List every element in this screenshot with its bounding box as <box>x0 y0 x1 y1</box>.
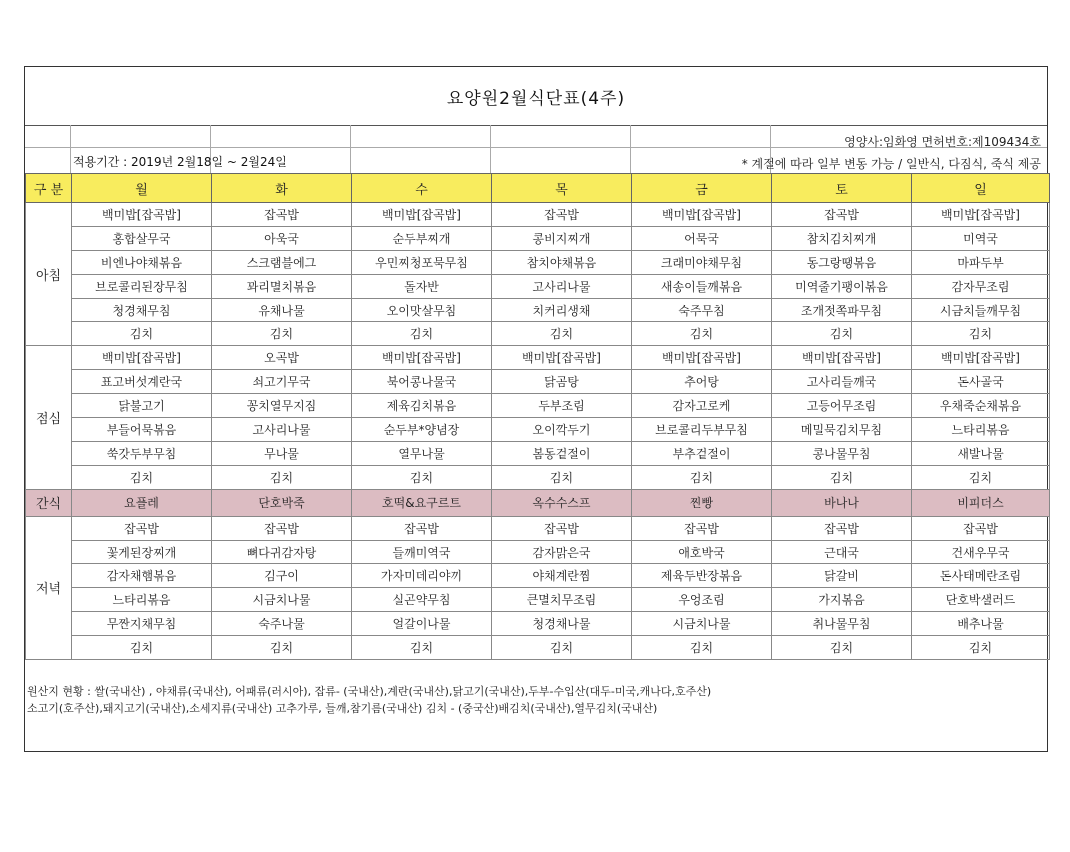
menu-cell: 잡곡밥 <box>772 516 912 540</box>
menu-cell: 백미밥[잡곡밥] <box>72 203 212 227</box>
menu-row <box>26 441 1050 465</box>
menu-cell: 꽈리멸치볶음 <box>212 274 352 298</box>
menu-cell: 브로콜리두부무침 <box>632 418 772 442</box>
menu-cell: 크래미야채무침 <box>632 250 772 274</box>
menu-cell: 근대국 <box>772 540 912 564</box>
menu-cell: 제육김치볶음 <box>352 394 492 418</box>
menu-cell: 감자채햄볶음 <box>72 564 212 588</box>
menu-cell: 김치 <box>632 636 772 660</box>
menu-cell: 오곡밥 <box>212 346 352 370</box>
notice-text: * 계절에 따라 일부 변동 가능 / 일반식, 다짐식, 죽식 제공 <box>741 157 1041 171</box>
menu-cell: 동그랑땡볶음 <box>772 250 912 274</box>
page-title: 요양원2월식단표(4주) <box>25 67 1047 126</box>
menu-cell: 백미밥[잡곡밥] <box>352 346 492 370</box>
menu-table <box>25 173 1050 660</box>
menu-cell: 숙주나물 <box>212 612 352 636</box>
menu-cell: 고사리나물 <box>212 418 352 442</box>
menu-row <box>26 370 1050 394</box>
menu-cell: 백미밥[잡곡밥] <box>632 346 772 370</box>
menu-cell: 미역국 <box>912 226 1050 250</box>
menu-sheet <box>24 66 1048 752</box>
menu-cell: 새발나물 <box>912 441 1050 465</box>
menu-cell: 단호박죽 <box>212 489 352 516</box>
menu-cell: 찐빵 <box>632 489 772 516</box>
header-row <box>26 174 1050 203</box>
menu-cell: 잡곡밥 <box>912 516 1050 540</box>
menu-cell: 홍합살무국 <box>72 226 212 250</box>
menu-cell: 참치야채볶음 <box>492 250 632 274</box>
menu-cell: 쑥갓두부무침 <box>72 441 212 465</box>
menu-cell: 김치 <box>772 465 912 489</box>
menu-cell: 김치 <box>212 465 352 489</box>
menu-cell: 백미밥[잡곡밥] <box>912 346 1050 370</box>
dinner-section <box>26 516 1050 659</box>
menu-cell: 김치 <box>352 465 492 489</box>
day-header: 일 <box>912 174 1050 203</box>
menu-cell: 백미밥[잡곡밥] <box>492 346 632 370</box>
day-header: 화 <box>212 174 352 203</box>
menu-cell: 김치 <box>772 636 912 660</box>
menu-row <box>26 274 1050 298</box>
menu-cell: 시금치들깨무침 <box>912 298 1050 322</box>
menu-cell: 유채나물 <box>212 298 352 322</box>
menu-cell: 부추겉절이 <box>632 441 772 465</box>
menu-cell: 백미밥[잡곡밥] <box>632 203 772 227</box>
menu-cell: 잡곡밥 <box>632 516 772 540</box>
menu-cell: 들깨미역국 <box>352 540 492 564</box>
menu-cell: 치커리생채 <box>492 298 632 322</box>
menu-cell: 무짠지채무침 <box>72 612 212 636</box>
day-header: 월 <box>72 174 212 203</box>
menu-cell: 야채계란찜 <box>492 564 632 588</box>
menu-cell: 김치 <box>912 322 1050 346</box>
menu-cell: 스크램블에그 <box>212 250 352 274</box>
menu-cell: 감자무조림 <box>912 274 1050 298</box>
menu-cell: 우채죽순채볶음 <box>912 394 1050 418</box>
menu-cell: 배추나물 <box>912 612 1050 636</box>
meal-label-breakfast: 아침 <box>26 203 72 346</box>
menu-cell: 꽁치열무지짐 <box>212 394 352 418</box>
menu-cell: 고사리나물 <box>492 274 632 298</box>
menu-cell: 큰멸치무조림 <box>492 588 632 612</box>
menu-cell: 청경채무침 <box>72 298 212 322</box>
day-header: 목 <box>492 174 632 203</box>
menu-cell: 뼈다귀감자탕 <box>212 540 352 564</box>
menu-cell: 제육두반장볶음 <box>632 564 772 588</box>
menu-row <box>26 418 1050 442</box>
menu-cell: 순두부*양념장 <box>352 418 492 442</box>
menu-cell: 아욱국 <box>212 226 352 250</box>
menu-row <box>26 322 1050 346</box>
menu-cell: 취나물무침 <box>772 612 912 636</box>
menu-cell: 잡곡밥 <box>212 516 352 540</box>
menu-row <box>26 250 1050 274</box>
menu-cell: 잡곡밥 <box>72 516 212 540</box>
day-header: 금 <box>632 174 772 203</box>
menu-cell: 김치 <box>352 636 492 660</box>
menu-row <box>26 465 1050 489</box>
menu-cell: 백미밥[잡곡밥] <box>772 346 912 370</box>
menu-cell: 잡곡밥 <box>212 203 352 227</box>
menu-cell: 고사리들깨국 <box>772 370 912 394</box>
menu-cell: 비엔나야채볶음 <box>72 250 212 274</box>
menu-cell: 콩비지찌개 <box>492 226 632 250</box>
menu-cell: 실곤약무침 <box>352 588 492 612</box>
menu-cell: 옥수수스프 <box>492 489 632 516</box>
menu-cell: 새송이들깨볶음 <box>632 274 772 298</box>
menu-cell: 봄동겉절이 <box>492 441 632 465</box>
menu-row <box>26 226 1050 250</box>
menu-cell: 잡곡밥 <box>772 203 912 227</box>
menu-row <box>26 346 1050 370</box>
menu-cell: 닭불고기 <box>72 394 212 418</box>
menu-cell: 숙주무침 <box>632 298 772 322</box>
menu-cell: 시금치나물 <box>212 588 352 612</box>
menu-cell: 오이깍두기 <box>492 418 632 442</box>
menu-row <box>26 612 1050 636</box>
menu-cell: 열무나물 <box>352 441 492 465</box>
day-header: 수 <box>352 174 492 203</box>
dietitian-info: 영양사:임화영 면허번호:제109434호 <box>844 135 1041 149</box>
menu-cell: 돈사골국 <box>912 370 1050 394</box>
menu-cell: 김구이 <box>212 564 352 588</box>
menu-cell: 김치 <box>492 636 632 660</box>
menu-cell: 순두부찌개 <box>352 226 492 250</box>
menu-cell: 브로콜리된장무침 <box>72 274 212 298</box>
menu-cell: 추어탕 <box>632 370 772 394</box>
menu-cell: 참치김치찌개 <box>772 226 912 250</box>
menu-cell: 잡곡밥 <box>492 516 632 540</box>
menu-cell: 김치 <box>772 322 912 346</box>
menu-cell: 가지볶음 <box>772 588 912 612</box>
menu-cell: 우민찌청포묵무침 <box>352 250 492 274</box>
menu-cell: 꽃게된장찌개 <box>72 540 212 564</box>
meal-label-dinner: 저녁 <box>26 516 72 659</box>
menu-cell: 얼갈이나물 <box>352 612 492 636</box>
period-text: 적용기간 : 2019년 2월18일 ~ 2월24일 <box>73 155 287 169</box>
menu-cell: 비피더스 <box>912 489 1050 516</box>
menu-cell: 백미밥[잡곡밥] <box>72 346 212 370</box>
menu-cell: 무나물 <box>212 441 352 465</box>
menu-cell: 애호박국 <box>632 540 772 564</box>
breakfast-section <box>26 203 1050 346</box>
menu-cell: 느타리볶음 <box>72 588 212 612</box>
menu-cell: 닭갈비 <box>772 564 912 588</box>
menu-cell: 김치 <box>72 465 212 489</box>
category-header: 구 분 <box>26 174 72 203</box>
menu-row <box>26 298 1050 322</box>
menu-cell: 요플레 <box>72 489 212 516</box>
menu-cell: 백미밥[잡곡밥] <box>912 203 1050 227</box>
menu-row <box>26 540 1050 564</box>
origin-line: 원산지 현황 : 쌀(국내산) , 야채류(국내산), 어패류(러시아), 잡류- (국내산),계란(국내산),닭고기(국내산),두부-수입산(대두-미국,캐나다,호주산) <box>27 685 712 698</box>
meal-label-snack: 간식 <box>26 489 72 516</box>
menu-cell: 메밀묵김치무침 <box>772 418 912 442</box>
menu-cell: 부들어묵볶음 <box>72 418 212 442</box>
snack-row <box>26 489 1050 516</box>
menu-cell: 김치 <box>632 322 772 346</box>
menu-cell: 돌자반 <box>352 274 492 298</box>
menu-row <box>26 203 1050 227</box>
menu-cell: 바나나 <box>772 489 912 516</box>
menu-cell: 김치 <box>212 636 352 660</box>
menu-cell: 김치 <box>912 636 1050 660</box>
origin-info <box>25 683 1049 717</box>
menu-cell: 김치 <box>72 636 212 660</box>
menu-cell: 두부조림 <box>492 394 632 418</box>
menu-row <box>26 588 1050 612</box>
day-header: 토 <box>772 174 912 203</box>
menu-cell: 고등어무조림 <box>772 394 912 418</box>
menu-cell: 백미밥[잡곡밥] <box>352 203 492 227</box>
menu-cell: 감자고로케 <box>632 394 772 418</box>
menu-cell: 김치 <box>492 465 632 489</box>
menu-row <box>26 394 1050 418</box>
menu-row <box>26 636 1050 660</box>
menu-cell: 김치 <box>212 322 352 346</box>
origin-line: 소고기(호주산),돼지고기(국내산),소세지류(국내산) 고추가루, 들깨,참기름(국내산) 김치 - (중국산)배김치(국내산),열무김치(국내산) <box>27 702 658 715</box>
menu-row <box>26 564 1050 588</box>
menu-cell: 미역줄기팽이볶음 <box>772 274 912 298</box>
menu-cell: 시금치나물 <box>632 612 772 636</box>
menu-cell: 가자미데리야끼 <box>352 564 492 588</box>
menu-cell: 마파두부 <box>912 250 1050 274</box>
menu-cell: 닭곰탕 <box>492 370 632 394</box>
menu-cell: 잡곡밥 <box>492 203 632 227</box>
lunch-section <box>26 346 1050 489</box>
menu-cell: 단호박샐러드 <box>912 588 1050 612</box>
menu-cell: 쇠고기무국 <box>212 370 352 394</box>
menu-cell: 돈사태메란조림 <box>912 564 1050 588</box>
menu-cell: 느타리볶음 <box>912 418 1050 442</box>
menu-cell: 어묵국 <box>632 226 772 250</box>
menu-cell: 청경채나물 <box>492 612 632 636</box>
meal-label-lunch: 점심 <box>26 346 72 489</box>
menu-cell: 우엉조림 <box>632 588 772 612</box>
menu-cell: 감자맑은국 <box>492 540 632 564</box>
menu-cell: 김치 <box>912 465 1050 489</box>
menu-cell: 김치 <box>72 322 212 346</box>
menu-cell: 김치 <box>352 322 492 346</box>
menu-cell: 북어콩나물국 <box>352 370 492 394</box>
menu-cell: 표고버섯계란국 <box>72 370 212 394</box>
menu-cell: 김치 <box>632 465 772 489</box>
menu-cell: 김치 <box>492 322 632 346</box>
menu-cell: 콩나물무침 <box>772 441 912 465</box>
menu-row <box>26 516 1050 540</box>
menu-cell: 조개젓쪽파무침 <box>772 298 912 322</box>
menu-cell: 오이맛살무침 <box>352 298 492 322</box>
menu-cell: 건새우무국 <box>912 540 1050 564</box>
menu-cell: 호떡&요구르트 <box>352 489 492 516</box>
menu-cell: 잡곡밥 <box>352 516 492 540</box>
